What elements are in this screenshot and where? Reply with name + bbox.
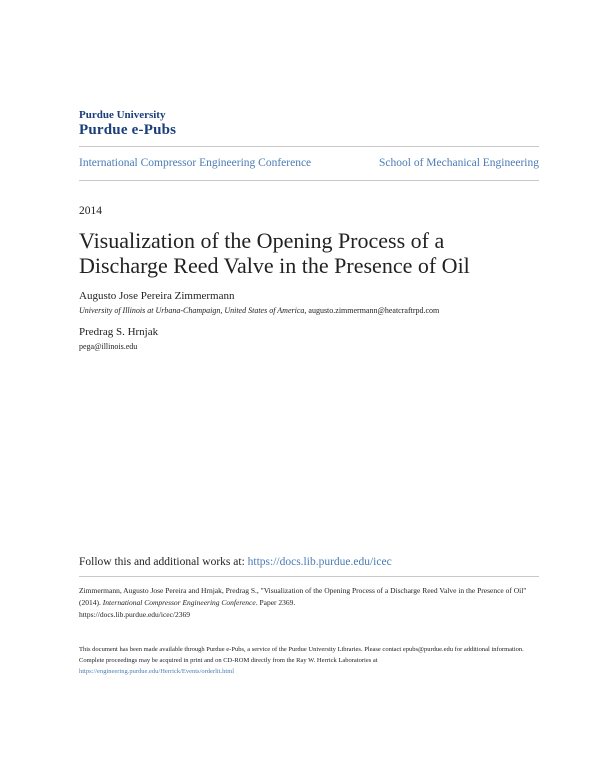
notice-line-2: Complete proceedings may be acquired in print and on CD-ROM directly from the Ray W. Herrick Laboratories at (79, 657, 378, 664)
author-2-name: Predrag S. Hrnjak (79, 326, 159, 338)
citation-paper: . Paper 2369. (255, 598, 296, 607)
university-name: Purdue University (79, 109, 166, 121)
repository-name: Purdue e-Pubs (79, 122, 177, 138)
herrick-link[interactable]: https://engineering.purdue.edu/Herrick/Events/orderlit.html (79, 668, 235, 675)
author-1-email: , augusto.zimmermann@heatcraftrpd.com (304, 306, 440, 315)
notice-line-1: This document has been made available through Purdue e-Pubs, a service of the Purdue University Libraries. Please contact epubs@purdue.edu for additional information. (79, 646, 524, 653)
conference-link[interactable]: International Compressor Engineering Conference (79, 157, 312, 169)
title-line-1: Visualization of the Opening Process of a (79, 228, 445, 253)
notice-block (79, 644, 529, 677)
header-top-rule (79, 146, 539, 147)
paper-title (79, 228, 549, 278)
citation-url: https://docs.lib.purdue.edu/icec/2369 (79, 610, 191, 619)
publication-year: 2014 (79, 205, 102, 217)
title-line-2: Discharge Reed Valve in the Presence of Oil (79, 253, 470, 278)
author-1-institution: University of Illinois at Urbana-Champaign, United States of America (79, 306, 305, 315)
follow-text: Follow this and additional works at: (79, 556, 248, 568)
author-1-affiliation (79, 306, 439, 315)
author-1-name: Augusto Jose Pereira Zimmermann (79, 290, 235, 302)
header-bottom-rule (79, 180, 539, 181)
citation-block (79, 585, 529, 621)
citation-conference: International Compressor Engineering Conference (102, 598, 256, 607)
author-2-email: pega@illinois.edu (79, 342, 138, 351)
follow-link[interactable]: https://docs.lib.purdue.edu/icec (247, 556, 392, 568)
follow-rule (79, 576, 539, 577)
citation-text: Zimmermann, Augusto Jose Pereira and Hrnjak, Predrag S., "Visualization of the Opening Process of a Discharge Reed Valve in the Presence of Oil" (2014). (79, 586, 527, 607)
school-link[interactable]: School of Mechanical Engineering (379, 157, 539, 169)
follow-line (79, 556, 392, 568)
